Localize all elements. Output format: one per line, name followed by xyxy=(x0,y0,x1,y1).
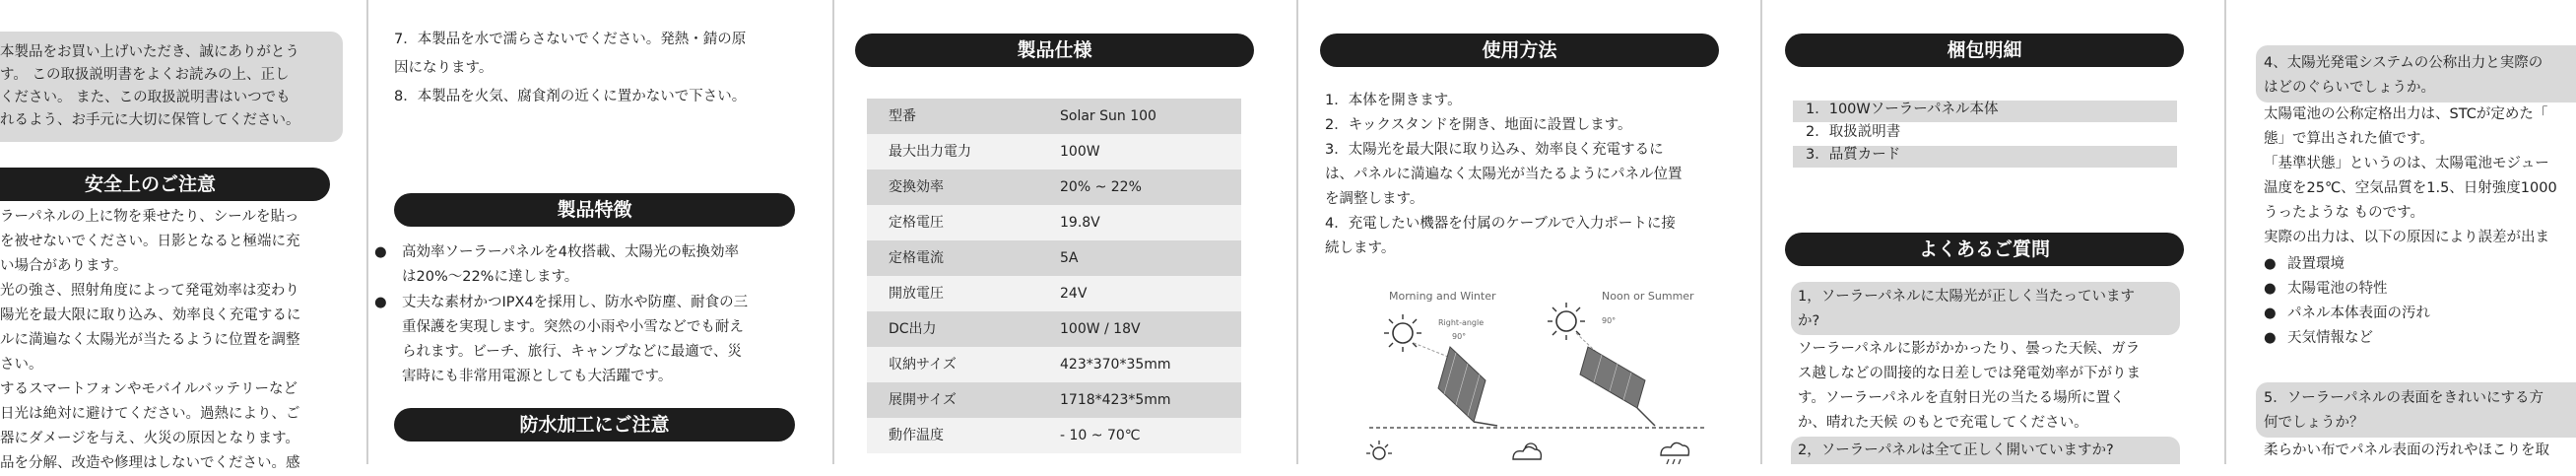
usage-step: 2．キックスタンドを開き、地面に設置します。 xyxy=(1325,117,1632,133)
spec-key: 動作温度 xyxy=(889,428,944,443)
degree-label-right: 90° xyxy=(1602,316,1617,325)
faq-a4-line: 「基準状態」というのは、太陽電池モジュー xyxy=(2264,156,2549,171)
safety-line: ルに満遍なく太陽光が当たるように位置を調整 xyxy=(0,332,300,348)
usage-angle-diagram xyxy=(1359,286,1734,464)
usage-step: は、パネルに満遍なく太陽光が当たるようにパネル位置 xyxy=(1325,167,1683,182)
spec-row xyxy=(867,240,1241,276)
safety-line: 陽光を最大限に取り込み、効率良く充電するに xyxy=(0,307,301,323)
features-title: 製品特徴 xyxy=(394,193,795,227)
faq-q5-line: 5．ソーラーパネルの表面をきれいにする方 xyxy=(2264,390,2543,406)
faq-a4-line: 態」で算出された値です。 xyxy=(2264,131,2434,147)
faq-a5: 柔らかい布でパネル表面の汚れやほこりを取 xyxy=(2264,442,2549,458)
bullet-icon: ● xyxy=(374,295,387,310)
feature-line: られます。ビーチ、旅行、キャンプなどに最適で、災 xyxy=(402,344,742,360)
faq-a1-line: ソーラーパネルに影がかかったり、曇った天候、ガラ xyxy=(1798,341,2141,357)
faq-q4-line: はどのぐらいでしょうか。 xyxy=(2264,80,2435,96)
feature-line: は20%～22%に達します。 xyxy=(402,269,579,285)
cause-item: パネル本体表面の汚れ xyxy=(2287,306,2430,321)
spec-value: 423*370*35mm xyxy=(1060,357,1171,373)
usage-steps xyxy=(1325,89,1749,261)
safety-line: い場合があります。 xyxy=(0,258,128,274)
spec-row xyxy=(867,276,1241,311)
faq-a1-line: か、晴れた天候 のもとで充電してください。 xyxy=(1798,415,2088,431)
panel-divider xyxy=(1296,0,1298,464)
bullet-icon: ● xyxy=(2264,306,2277,321)
panel-divider xyxy=(832,0,834,464)
panel-divider xyxy=(366,0,368,464)
package-title: 梱包明細 xyxy=(1785,34,2184,67)
notes-text xyxy=(394,26,808,111)
spec-value: 100W xyxy=(1060,144,1100,160)
spec-value: 20% ~ 22% xyxy=(1060,179,1142,195)
cause-item: 天気情報など xyxy=(2287,330,2373,346)
safety-text xyxy=(0,205,340,476)
safety-line: さい。 xyxy=(0,357,43,373)
safety-line: を被せないでください。日影となると極端に充 xyxy=(0,234,300,249)
safety-title: 安全上のご注意 xyxy=(0,168,330,201)
sunny-icon xyxy=(1366,441,1392,459)
faq-a4-line: 温度を25℃、空気品質を1.5、日射強度1000 xyxy=(2264,180,2557,196)
safety-line: 日光は絶対に避けてください。過熱により、ご xyxy=(0,406,300,422)
faq-a4-line: 実際の出力は、以下の原因により誤差が出ま xyxy=(2264,230,2549,245)
faq-title: よくあるご質問 xyxy=(1785,233,2184,266)
intro-text xyxy=(0,41,340,132)
spec-value: Solar Sun 100 xyxy=(1060,108,1156,124)
safety-line: 光の強さ、照射角度によって発電効率は変わり xyxy=(0,283,299,299)
intro-line: ください。 また、この取扱説明書はいつでも xyxy=(0,90,291,105)
faq-q5 xyxy=(2264,386,2576,436)
usage-step: 1．本体を開きます。 xyxy=(1325,93,1462,108)
waterproof-title: 防水加工にご注意 xyxy=(394,408,795,442)
spec-row xyxy=(867,205,1241,240)
bullet-icon: ● xyxy=(2264,256,2277,272)
faq-q4-line: 4、太陽光発電システムの公称出力と実際の xyxy=(2264,55,2543,71)
faq-q2: 2，ソーラーパネルは全て正しく開いていますか? xyxy=(1798,442,2114,458)
spec-row xyxy=(867,170,1241,205)
solar-panel-right xyxy=(1580,347,1645,408)
cause-item: 設置環境 xyxy=(2287,256,2345,272)
faq-a1 xyxy=(1798,337,2187,436)
spec-key: 定格電圧 xyxy=(889,215,944,231)
sun-icon xyxy=(1548,303,1585,340)
safety-line: 器にダメージを与え、火災の原因となります。 xyxy=(0,431,299,446)
feature-line: 重保護を実現します。突然の小雨や小雪などでも耐え xyxy=(402,319,744,335)
spec-key: 変換効率 xyxy=(889,179,944,195)
bullet-icon: ● xyxy=(2264,281,2277,297)
panel-divider xyxy=(1760,0,1762,464)
intro-line: す。 この取扱説明書をよくお読みの上、正し xyxy=(0,67,290,83)
spec-key: 収納サイズ xyxy=(889,357,957,373)
note-line: 7．本製品を水で濡らさないでください。発熱・錆の原 xyxy=(394,32,747,47)
spec-row xyxy=(867,134,1241,170)
note-line: 因になります。 xyxy=(394,60,494,76)
intro-line: 本製品をお買い上げいただき、誠にありがとう xyxy=(0,44,299,60)
feature-text xyxy=(402,291,806,389)
spec-row xyxy=(867,418,1241,453)
safety-line: ラーパネルの上に物を乗せたり、シールを貼っ xyxy=(0,209,299,225)
panel-divider xyxy=(2224,0,2226,464)
safety-line: するスマートフォンやモバイルバッテリーなど xyxy=(0,381,298,397)
spec-row xyxy=(867,99,1241,134)
feature-line: 高効率ソーラーパネルを4枚搭載、太陽光の転換効率 xyxy=(402,244,739,260)
faq-a1-line: ス越しなどの間接的な日差しでは発電効率が下がりま xyxy=(1798,366,2141,381)
package-item: 2．取扱説明書 xyxy=(1806,124,1901,140)
spec-key: 開放電圧 xyxy=(889,286,944,302)
faq-q5-line: 何でしょうか？ xyxy=(2264,415,2364,431)
spec-key: 最大出力電力 xyxy=(889,144,971,160)
package-item: 1．100Wソーラーパネル本体 xyxy=(1806,102,1999,117)
spec-value: 1718*423*5mm xyxy=(1060,392,1171,408)
bullet-icon: ● xyxy=(374,244,387,260)
angle-label: Right-angle xyxy=(1438,318,1485,327)
faq-a1-line: す。ソーラーパネルを直射日光の当たる場所に置く xyxy=(1798,390,2125,406)
degree-label: 90° xyxy=(1452,332,1467,341)
faq-q1-line: か? xyxy=(1798,313,1820,329)
sun-icon xyxy=(1384,314,1421,352)
faq-a4-line: 太陽電池の公称定格出力は、STCが定めた「 xyxy=(2264,106,2548,122)
spec-key: 展開サイズ xyxy=(889,392,957,408)
cause-item: 太陽電池の特性 xyxy=(2287,281,2388,297)
faq-a4 xyxy=(2264,102,2576,250)
partly-cloudy-icon xyxy=(1513,443,1541,459)
feature-line: 害時にも非常用電源としても大活躍です。 xyxy=(402,369,673,384)
usage-title: 使用方法 xyxy=(1320,34,1719,67)
spec-key: 定格電流 xyxy=(889,250,944,266)
usage-step: 3．太陽光を最大限に取り込み、効率良く充電するに xyxy=(1325,142,1664,158)
diagram-label-morning: Morning and Winter xyxy=(1389,290,1496,303)
faq-q1 xyxy=(1798,285,2177,334)
usage-step: 続します。 xyxy=(1325,240,1396,256)
spec-value: 19.8V xyxy=(1060,215,1100,231)
faq-a4-line: うったような ものです。 xyxy=(2264,205,2424,221)
specs-title: 製品仕様 xyxy=(855,34,1254,67)
diagram-label-noon: Noon or Summer xyxy=(1602,290,1694,303)
spec-key: DC出力 xyxy=(889,321,937,337)
bullet-icon: ● xyxy=(2264,330,2277,346)
faq-q1-line: 1，ソーラーパネルに太陽光が正しく当たっています xyxy=(1798,289,2135,305)
spec-row xyxy=(867,382,1241,418)
spec-row xyxy=(867,347,1241,382)
spec-row xyxy=(867,311,1241,347)
package-item: 3．品質カード xyxy=(1806,147,1901,163)
note-line: 8．本製品を火気、腐食剤の近くに置かないで下さい。 xyxy=(394,89,747,104)
feature-line: 丈夫な素材かつIPX4を採用し、防水や防塵、耐食の三 xyxy=(402,295,749,310)
spec-value: 5A xyxy=(1060,250,1079,266)
package-list xyxy=(1806,99,2180,167)
feature-text xyxy=(402,240,806,290)
spec-value: 24V xyxy=(1060,286,1088,302)
spec-value: - 10 ~ 70℃ xyxy=(1060,428,1141,443)
intro-line: れるよう、お手元に大切に保管してください。 xyxy=(0,112,300,128)
faq-q4 xyxy=(2264,51,2576,101)
spec-value: 100W / 18V xyxy=(1060,321,1141,337)
spec-key: 型番 xyxy=(889,108,916,124)
safety-line: 品を分解、改造や修理はしないでください。感 xyxy=(0,455,300,471)
rain-icon xyxy=(1661,442,1688,464)
usage-step: を調整します。 xyxy=(1325,191,1424,207)
usage-step: 4．充電したい機器を付属のケーブルで入力ポートに接 xyxy=(1325,216,1676,232)
